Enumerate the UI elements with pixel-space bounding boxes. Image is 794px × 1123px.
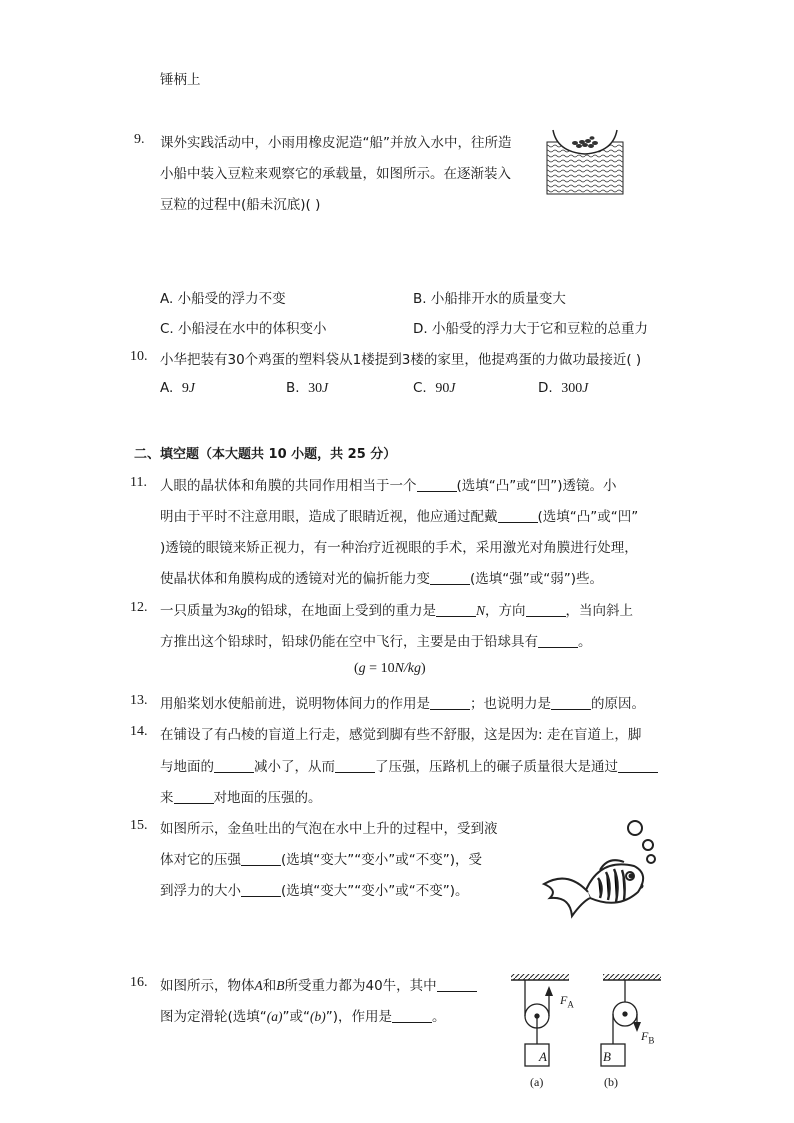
boat-in-water-figure (545, 128, 625, 196)
q9-option-b: B. 小船排开水的质量变大 (413, 291, 566, 307)
question-number-13: 13. (130, 693, 148, 708)
answer-blank[interactable] (430, 696, 470, 711)
question-number-10: 10. (130, 349, 148, 364)
answer-blank[interactable] (436, 603, 476, 618)
question-number-9: 9. (134, 132, 145, 147)
q16-line-1: 如图所示，物体A和B所受重力都为40牛，其中 (160, 974, 477, 994)
q16-line-2: 图为定滑轮(选填“(a)”或“(b)”)，作用是 。 (160, 1009, 446, 1025)
answer-blank[interactable] (241, 852, 281, 867)
q11-line-3: )透镜的眼镜来矫正视力，有一种治疗近视眼的手术，采用激光对角膜进行处理， (160, 540, 638, 556)
section-title: 二、填空题（本大题共 10 小题，共 25 分） (134, 447, 397, 462)
answer-blank[interactable] (538, 634, 578, 649)
q14-line-3: 来 对地面的压强的。 (160, 790, 322, 806)
answer-blank[interactable] (174, 790, 214, 805)
answer-blank[interactable] (241, 883, 281, 898)
q15-line-3: 到浮力的大小 (选填“变大”“变小”或“不变”)。 (160, 883, 469, 899)
q9-option-a: A. 小船受的浮力不变 (160, 291, 286, 307)
q15-line-1: 如图所示，金鱼吐出的气泡在水中上升的过程中，受到液 (160, 821, 498, 837)
q9-option-d: D. 小船受的浮力大于它和豆粒的总重力 (413, 321, 648, 337)
question-number-11: 11. (130, 475, 147, 490)
q11-line-4: 使晶状体和角膜构成的透镜对光的偏折能力变 (选填“强”或“弱”)些。 (160, 571, 604, 587)
q10-text: 小华把装有30个鸡蛋的塑料袋从1楼提到3楼的家里，他提鸡蛋的力做功最接近( ) (160, 352, 642, 368)
q10-option-d: D. 300J (538, 380, 589, 396)
caption-a: (a) (530, 1075, 544, 1089)
q10-option-a: A. 9J (160, 380, 195, 396)
q13-text: 用船桨划水使船前进，说明物体间力的作用是 ；也说明力是 的原因。 (160, 696, 645, 712)
q12-formula: (g = 10N/kg) (354, 661, 426, 676)
q11-line-1: 人眼的晶状体和角膜的共同作用相当于一个 (选填“凸”或“凹”)透镜。小 (160, 478, 617, 494)
q10-option-c: C. 90J (413, 380, 456, 396)
block-b-label: B (603, 1049, 611, 1064)
q9-line-2: 小船中装入豆粒来观察它的承载量，如图所示。在逐渐装入 (160, 166, 511, 182)
q12-line-1: 一只质量为3kg的铅球，在地面上受到的重力是 N，方向 ，当向斜上 (160, 603, 634, 619)
question-number-15: 15. (130, 818, 148, 833)
answer-blank[interactable] (392, 1009, 432, 1024)
block-a-label: A (539, 1049, 547, 1064)
question-number-12: 12. (130, 600, 148, 615)
force-b-label: $F_B$ (641, 1029, 655, 1046)
q15-line-2: 体对它的压强 (选填“变大”“变小”或“不变”)，受 (160, 852, 482, 868)
q14-line-1: 在铺设了有凸棱的盲道上行走，感觉到脚有些不舒服，这是因为: 走在盲道上，脚 (160, 727, 642, 743)
q9-line-3: 豆粒的过程中(船未沉底)( ) (160, 197, 321, 213)
answer-blank[interactable] (417, 478, 457, 493)
answer-blank[interactable] (551, 696, 591, 711)
answer-blank[interactable] (618, 759, 658, 774)
q12-line-2: 方推出这个铅球时，铅球仍能在空中飞行，主要是由于铅球具有 。 (160, 634, 592, 650)
answer-blank[interactable] (526, 603, 566, 618)
caption-b: (b) (604, 1075, 618, 1089)
answer-blank[interactable] (430, 571, 470, 586)
answer-blank[interactable] (498, 509, 538, 524)
q9-option-c: C. 小船浸在水中的体积变小 (160, 321, 327, 337)
q14-line-2: 与地面的 减小了，从而 了压强，压路机上的碾子质量很大是通过 (160, 755, 658, 775)
question-number-14: 14. (130, 724, 148, 739)
answer-blank[interactable] (214, 759, 254, 774)
question-number-16: 16. (130, 975, 148, 990)
q9-line-1: 课外实践活动中，小雨用橡皮泥造“船”并放入水中，往所造 (160, 135, 512, 151)
force-a-label: $F_A$ (560, 993, 574, 1010)
continuation-text: 锤柄上 (160, 72, 201, 88)
goldfish-bubbles-figure (538, 818, 668, 926)
answer-blank[interactable] (437, 978, 477, 993)
q11-line-2: 明由于平时不注意用眼，造成了眼睛近视，他应通过配戴 (选填“凸”或“凹” (160, 509, 639, 525)
q10-option-b: B. 30J (286, 380, 329, 396)
answer-blank[interactable] (335, 759, 375, 774)
